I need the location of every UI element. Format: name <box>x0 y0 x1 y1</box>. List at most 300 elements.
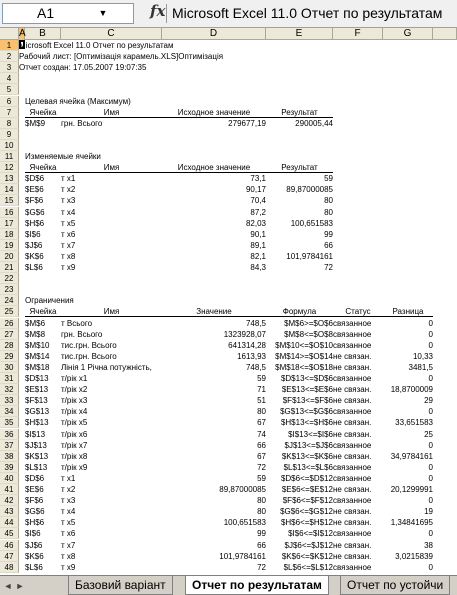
cell-b13[interactable]: $D$6 <box>25 174 45 184</box>
sheet-row <box>0 73 457 84</box>
cell-d29[interactable]: 1613,93 <box>237 351 266 361</box>
cell-c43[interactable]: т x4 <box>61 507 76 517</box>
row-header[interactable]: 47 <box>0 551 19 562</box>
row-header[interactable]: 33 <box>0 395 19 406</box>
cell-d40[interactable]: 59 <box>257 473 266 483</box>
cell-e48[interactable]: $L$6<=$L$12 <box>283 562 333 572</box>
cell-b48[interactable]: $L$6 <box>25 562 43 572</box>
cell-c19[interactable]: т x7 <box>61 240 76 250</box>
cell-d45[interactable]: 99 <box>257 529 266 539</box>
sheet-row <box>0 51 457 62</box>
cell-d35[interactable]: 67 <box>257 418 266 428</box>
tab-results-report[interactable]: Отчет по результатам <box>185 576 329 595</box>
cell-g38[interactable]: 34,9784161 <box>390 451 433 461</box>
cell-f36[interactable]: не связан. <box>333 429 372 439</box>
cell-f28[interactable]: связанное <box>333 340 372 350</box>
sheet-row <box>0 406 457 417</box>
formula-bar <box>0 0 457 28</box>
cell-b34[interactable]: $G$13 <box>25 407 50 417</box>
cell-b25[interactable]: Ячейка <box>25 306 61 317</box>
row-header[interactable]: 43 <box>0 506 19 517</box>
cell-e25[interactable]: Формула <box>266 306 333 317</box>
sheet-row <box>0 462 457 473</box>
row-header[interactable]: 35 <box>0 417 19 428</box>
cell-d46[interactable]: 66 <box>257 540 266 550</box>
row-header[interactable]: 9 <box>0 129 19 140</box>
row-header[interactable]: 13 <box>0 173 19 184</box>
cell-e37[interactable]: $J$13<=$J$6 <box>284 440 333 450</box>
cell-b47[interactable]: $K$6 <box>25 551 44 561</box>
row-header[interactable]: 42 <box>0 495 19 506</box>
column-headers <box>0 28 457 40</box>
cell-g25[interactable]: Разница <box>383 306 433 317</box>
cell-f30[interactable]: не связан. <box>333 362 372 372</box>
cell-e20[interactable]: 101,9784161 <box>286 251 333 261</box>
cell-d14[interactable]: 90,17 <box>245 185 266 195</box>
cell-b46[interactable]: $J$6 <box>25 540 43 550</box>
row-header[interactable]: 27 <box>0 329 19 340</box>
row-header[interactable]: 17 <box>0 218 19 229</box>
column-header-d[interactable]: D <box>162 28 266 40</box>
cell-b18[interactable]: $I$6 <box>25 229 41 239</box>
sheet-row <box>0 440 457 451</box>
sheet-row <box>0 473 457 484</box>
sheet-row <box>0 318 457 329</box>
cell-e42[interactable]: $F$6<=$F$12 <box>282 496 333 506</box>
cell-e47[interactable]: $K$6<=$K$12 <box>281 551 333 561</box>
cell-f27[interactable]: связанное <box>333 329 372 339</box>
row-header[interactable]: 32 <box>0 384 19 395</box>
cell-f42[interactable]: связанное <box>333 496 372 506</box>
cell-c47[interactable]: т x8 <box>61 551 76 561</box>
row-header[interactable]: 44 <box>0 517 19 528</box>
column-header-f[interactable]: F <box>333 28 383 40</box>
cell-b26[interactable]: $M$6 <box>25 318 46 328</box>
row-header[interactable]: 20 <box>0 251 19 262</box>
cell-e26[interactable]: $M$6>=$O$6 <box>284 318 333 328</box>
cell-c25[interactable]: Имя <box>61 306 162 317</box>
cell-d21[interactable]: 84,3 <box>250 263 266 272</box>
cell-d25[interactable]: Значение <box>162 306 266 317</box>
row-header[interactable]: 21 <box>0 262 19 273</box>
cell-c20[interactable]: т x8 <box>61 251 76 261</box>
cell-f34[interactable]: связанное <box>333 407 372 417</box>
cell-f25[interactable]: Статус <box>333 306 383 317</box>
cell-f45[interactable]: связанное <box>333 529 372 539</box>
cell-g35[interactable]: 33,651583 <box>395 418 433 428</box>
sheet-row <box>0 240 457 251</box>
cell-c33[interactable]: т/рік x3 <box>61 396 88 406</box>
cell-b44[interactable]: $H$6 <box>25 518 45 528</box>
sheet-row <box>0 417 457 428</box>
sheet-row <box>0 429 457 440</box>
cell-d28[interactable]: 641314,28 <box>228 340 266 350</box>
row-header[interactable]: 1 <box>0 40 19 51</box>
cell-e8[interactable]: 290005,44 <box>295 118 333 128</box>
row-header[interactable]: 37 <box>0 440 19 451</box>
cell-e15[interactable]: 80 <box>324 196 333 206</box>
cell-d48[interactable]: 72 <box>257 562 266 572</box>
cell-g27[interactable]: 0 <box>428 329 433 339</box>
cell-g36[interactable]: 25 <box>424 429 433 439</box>
cell-c18[interactable]: т x6 <box>61 229 76 239</box>
worksheet-grid[interactable] <box>0 40 457 575</box>
row-header[interactable]: 45 <box>0 528 19 539</box>
name-box[interactable]: A1 <box>2 3 134 24</box>
row-header[interactable]: 18 <box>0 229 19 240</box>
cell-g42[interactable]: 0 <box>428 496 433 506</box>
cell-c39[interactable]: т/рік x9 <box>61 462 88 472</box>
cell-f37[interactable]: связанное <box>333 440 372 450</box>
cell-d33[interactable]: 51 <box>257 396 266 406</box>
cell-e35[interactable]: $H$13<=$H$6 <box>280 418 333 428</box>
cell-g30[interactable]: 3481,5 <box>408 362 433 372</box>
cell-e41[interactable]: $E$6<=$E$12 <box>281 485 333 494</box>
cell-c37[interactable]: т/рік x7 <box>61 440 88 450</box>
cell-b33[interactable]: $F$13 <box>25 396 48 406</box>
cell-b6[interactable]: Целевая ячейка (Максимум) <box>25 96 131 106</box>
sheet-row <box>0 162 457 173</box>
cell-d26[interactable]: 748,5 <box>245 318 266 328</box>
cell-f40[interactable]: связанное <box>333 473 372 483</box>
cell-d31[interactable]: 59 <box>257 374 266 383</box>
row-header[interactable]: 4 <box>0 73 19 84</box>
sheet-row <box>0 373 457 384</box>
cell-b21[interactable]: $L$6 <box>25 263 43 272</box>
cell-d13[interactable]: 73,1 <box>250 174 266 184</box>
cell-d19[interactable]: 89,1 <box>250 240 266 250</box>
row-header[interactable]: 30 <box>0 362 19 373</box>
cell-g41[interactable]: 20,1299991 <box>390 485 433 494</box>
cell-b37[interactable]: $J$13 <box>25 440 47 450</box>
row-header[interactable]: 38 <box>0 451 19 462</box>
name-box-dropdown-icon[interactable]: ▼ <box>98 8 108 18</box>
cell-b16[interactable]: $G$6 <box>25 207 45 217</box>
cell-c38[interactable]: т/рік x8 <box>61 451 88 461</box>
cell-b20[interactable]: $K$6 <box>25 251 44 261</box>
cell-c32[interactable]: т/рік x2 <box>61 385 88 395</box>
row-header[interactable]: 12 <box>0 162 19 173</box>
cell-b17[interactable]: $H$6 <box>25 218 45 228</box>
sheet-row <box>0 151 457 162</box>
sheet-row <box>0 495 457 506</box>
cell-b31[interactable]: $D$13 <box>25 374 49 383</box>
cell-a1[interactable]: Microsoft Excel 11.0 Отчет по результатам <box>19 41 174 50</box>
cell-c14[interactable]: т x2 <box>61 185 76 195</box>
cell-d7[interactable]: Исходное значение <box>162 107 266 118</box>
cell-e21[interactable]: 72 <box>324 263 333 272</box>
cell-b11[interactable]: Изменяемые ячейки <box>25 152 101 161</box>
cell-g29[interactable]: 10,33 <box>412 351 433 361</box>
cell-b36[interactable]: $I$13 <box>25 429 46 439</box>
cell-e29[interactable]: $M$14>=$O$14 <box>275 351 333 361</box>
cell-d18[interactable]: 90,1 <box>250 229 266 239</box>
cell-c35[interactable]: т/рік x5 <box>61 418 88 428</box>
cell-d27[interactable]: 1323928,07 <box>223 329 266 339</box>
cell-c45[interactable]: т x6 <box>61 529 76 539</box>
cell-f46[interactable]: не связан. <box>333 540 372 550</box>
cell-e13[interactable]: 59 <box>324 174 333 184</box>
cell-d12[interactable]: Исходное значение <box>162 162 266 173</box>
row-header[interactable]: 14 <box>0 184 19 195</box>
row-header[interactable]: 2 <box>0 51 19 62</box>
cell-g43[interactable]: 19 <box>424 507 433 517</box>
insert-function-icon[interactable]: fx <box>150 2 166 20</box>
formula-input[interactable]: Microsoft Excel 11.0 Отчет по результатам <box>172 5 443 21</box>
cell-b27[interactable]: $M$8 <box>25 329 46 339</box>
cell-e31[interactable]: $D$13<=$D$6 <box>280 374 333 383</box>
row-header[interactable]: 29 <box>0 351 19 362</box>
sheet-row <box>0 273 457 284</box>
cell-e36[interactable]: $I$13<=$I$6 <box>288 429 333 439</box>
cell-b28[interactable]: $M$10 <box>25 340 50 350</box>
cell-g32[interactable]: 18,8700009 <box>390 385 433 395</box>
cell-b42[interactable]: $F$6 <box>25 496 44 506</box>
sheet-row <box>0 528 457 539</box>
cell-b35[interactable]: $H$13 <box>25 418 49 428</box>
column-header-g[interactable]: G <box>383 28 433 40</box>
tab-baseline-variant[interactable]: Базовий варіант <box>68 576 173 595</box>
row-header[interactable]: 34 <box>0 406 19 417</box>
row-header[interactable]: 22 <box>0 273 19 284</box>
cell-b38[interactable]: $K$13 <box>25 451 49 461</box>
row-header[interactable]: 5 <box>0 84 19 95</box>
cell-e32[interactable]: $E$13<=$E$6 <box>281 385 333 395</box>
cell-c34[interactable]: т/рік x4 <box>61 407 88 417</box>
sheet-row <box>0 284 457 295</box>
cell-f48[interactable]: связанное <box>333 562 372 572</box>
sheet-row <box>0 506 457 517</box>
cell-d32[interactable]: 71 <box>257 385 266 395</box>
row-header[interactable]: 16 <box>0 207 19 218</box>
cell-d43[interactable]: 80 <box>257 507 266 517</box>
cell-g48[interactable]: 0 <box>428 562 433 572</box>
row-header[interactable]: 23 <box>0 284 19 295</box>
row-header[interactable]: 36 <box>0 429 19 440</box>
cell-c28[interactable]: тис.грн. Всього <box>61 340 117 350</box>
cell-e7[interactable]: Результат <box>266 107 333 118</box>
cell-f43[interactable]: не связан. <box>333 507 372 517</box>
row-header[interactable]: 3 <box>0 62 19 73</box>
row-header[interactable]: 15 <box>0 195 19 206</box>
sheet-row <box>0 295 457 306</box>
cell-b30[interactable]: $M$18 <box>25 362 50 372</box>
cell-c46[interactable]: т x7 <box>61 540 76 550</box>
row-header[interactable]: 7 <box>0 107 19 118</box>
tab-scroll-right-icon[interactable]: ► <box>15 581 25 591</box>
row-header[interactable]: 6 <box>0 96 19 107</box>
cell-b24[interactable]: Ограничения <box>25 296 74 306</box>
cell-f26[interactable]: связанное <box>333 318 372 328</box>
cell-b45[interactable]: $I$6 <box>25 529 41 539</box>
sheet-row <box>0 218 457 229</box>
sheet-row <box>0 84 457 95</box>
cell-e45[interactable]: $I$6<=$I$12 <box>288 529 333 539</box>
cell-b14[interactable]: $E$6 <box>25 185 44 195</box>
row-header[interactable]: 26 <box>0 318 19 329</box>
sheet-row <box>0 96 457 107</box>
row-header[interactable]: 28 <box>0 340 19 351</box>
row-header[interactable]: 41 <box>0 484 19 495</box>
cell-c21[interactable]: т x9 <box>61 263 76 272</box>
cell-b19[interactable]: $J$6 <box>25 240 43 250</box>
cell-e27[interactable]: $M$8<=$O$8 <box>284 329 333 339</box>
cell-d44[interactable]: 100,651583 <box>223 518 266 528</box>
cell-f38[interactable]: не связан. <box>333 451 372 461</box>
cell-d47[interactable]: 101,9784161 <box>219 551 266 561</box>
sheet-row <box>0 173 457 184</box>
cell-e46[interactable]: $J$6<=$J$12 <box>284 540 333 550</box>
row-header[interactable]: 10 <box>0 140 19 151</box>
cell-e33[interactable]: $F$13<=$F$6 <box>282 396 333 406</box>
cell-f44[interactable]: не связан. <box>333 518 372 528</box>
cell-g45[interactable]: 0 <box>428 529 433 539</box>
cell-d15[interactable]: 70,4 <box>250 196 266 206</box>
sheet-row <box>0 40 457 51</box>
cell-d20[interactable]: 82,1 <box>250 251 266 261</box>
cell-c42[interactable]: т x3 <box>61 496 76 506</box>
tab-scroll-left-icon[interactable]: ◄ <box>3 581 13 591</box>
row-header[interactable]: 24 <box>0 295 19 306</box>
cell-c16[interactable]: т x4 <box>61 207 76 217</box>
cell-c40[interactable]: т x1 <box>61 473 76 483</box>
cell-b40[interactable]: $D$6 <box>25 473 45 483</box>
cell-d37[interactable]: 66 <box>257 440 266 450</box>
cell-e40[interactable]: $D$6<=$D$12 <box>280 473 333 483</box>
column-header-e[interactable]: E <box>266 28 333 40</box>
cell-c26[interactable]: т Всього <box>61 318 93 328</box>
row-header[interactable]: 31 <box>0 373 19 384</box>
cell-d42[interactable]: 80 <box>257 496 266 506</box>
cell-c12[interactable]: Имя <box>61 162 162 173</box>
cell-g44[interactable]: 1,34841695 <box>390 518 433 528</box>
sheet-row <box>0 395 457 406</box>
cell-c7[interactable]: Имя <box>61 107 162 118</box>
cell-c41[interactable]: т x2 <box>61 485 76 494</box>
cell-f41[interactable]: не связан. <box>333 485 372 494</box>
row-header[interactable]: 19 <box>0 240 19 251</box>
cell-e30[interactable]: $M$18<=$O$18 <box>275 362 333 372</box>
tab-sensitivity-report[interactable]: Отчет по устойчи <box>340 576 450 595</box>
cell-f33[interactable]: не связан. <box>333 396 372 406</box>
sheet-row <box>0 207 457 218</box>
cell-d41[interactable]: 89,87000085 <box>219 485 266 494</box>
cell-g47[interactable]: 3,0215839 <box>395 551 433 561</box>
cell-g34[interactable]: 0 <box>428 407 433 417</box>
cell-e17[interactable]: 100,651583 <box>290 218 333 228</box>
cell-e18[interactable]: 99 <box>324 229 333 239</box>
cell-c48[interactable]: т x9 <box>61 562 76 572</box>
cell-b41[interactable]: $E$6 <box>25 485 44 494</box>
column-header-b[interactable]: B <box>25 28 61 40</box>
row-header[interactable]: 48 <box>0 562 19 573</box>
cell-f35[interactable]: не связан. <box>333 418 372 428</box>
row-header[interactable]: 46 <box>0 540 19 551</box>
cell-e14[interactable]: 89,87000085 <box>286 185 333 195</box>
row-header[interactable]: 11 <box>0 151 19 162</box>
cell-f31[interactable]: связанное <box>333 374 372 383</box>
cell-f39[interactable]: связанное <box>333 462 372 472</box>
sheet-row <box>0 184 457 195</box>
cell-b7[interactable]: Ячейка <box>25 107 61 118</box>
cell-b39[interactable]: $L$13 <box>25 462 48 472</box>
cell-g37[interactable]: 0 <box>428 440 433 450</box>
cell-c44[interactable]: т x5 <box>61 518 76 528</box>
column-header-h[interactable] <box>433 28 457 40</box>
cell-c30[interactable]: Лінія 1 Річна потужність, <box>61 362 152 372</box>
cell-c8[interactable]: грн. Всього <box>61 118 103 128</box>
column-header-c[interactable]: C <box>61 28 162 40</box>
cell-b43[interactable]: $G$6 <box>25 507 45 517</box>
sheet-row <box>0 551 457 562</box>
cell-c27[interactable]: грн. Всього <box>61 329 103 339</box>
cell-e43[interactable]: $G$6<=$G$12 <box>280 507 333 517</box>
cell-b29[interactable]: $M$14 <box>25 351 50 361</box>
cell-b8[interactable]: $M$9 <box>25 118 46 128</box>
cell-e39[interactable]: $L$13<=$L$6 <box>283 462 333 472</box>
cell-e38[interactable]: $K$13<=$K$6 <box>281 451 333 461</box>
row-header[interactable]: 39 <box>0 462 19 473</box>
cell-a3[interactable]: Отчет создан: 17.05.2007 19:07:35 <box>19 63 147 73</box>
cell-d16[interactable]: 87,2 <box>250 207 266 217</box>
sheet-row <box>0 62 457 73</box>
cell-b12[interactable]: Ячейка <box>25 162 61 173</box>
cell-e44[interactable]: $H$6<=$H$12 <box>280 518 333 528</box>
cell-c15[interactable]: т x3 <box>61 196 76 206</box>
cell-c13[interactable]: т x1 <box>61 174 76 184</box>
cell-d39[interactable]: 72 <box>257 462 266 472</box>
cell-c17[interactable]: т x5 <box>61 218 76 228</box>
row-header[interactable]: 40 <box>0 473 19 484</box>
row-header[interactable]: 8 <box>0 118 19 129</box>
cell-a2[interactable]: Рабочий лист: [Оптимізація карамель.XLS]Оптимізація <box>19 52 224 62</box>
row-header[interactable]: 25 <box>0 306 19 317</box>
cell-f47[interactable]: не связан. <box>333 551 372 561</box>
cell-f32[interactable]: не связан. <box>333 385 372 395</box>
cell-c29[interactable]: тис.грн. Всього <box>61 351 117 361</box>
cell-c36[interactable]: т/рік x6 <box>61 429 88 439</box>
cell-e16[interactable]: 80 <box>324 207 333 217</box>
cell-d8[interactable]: 279677,19 <box>228 118 266 128</box>
cell-g33[interactable]: 29 <box>424 396 433 406</box>
cell-g40[interactable]: 0 <box>428 473 433 483</box>
cell-d30[interactable]: 748,5 <box>245 362 266 372</box>
sheet-row <box>0 107 457 118</box>
sheet-row <box>0 484 457 495</box>
cell-e19[interactable]: 66 <box>324 240 333 250</box>
cell-g46[interactable]: 38 <box>424 540 433 550</box>
cell-e28[interactable]: $M$10<=$O$10 <box>275 340 333 350</box>
cell-g39[interactable]: 0 <box>428 462 433 472</box>
cell-d36[interactable]: 74 <box>257 429 266 439</box>
cell-e12[interactable]: Результат <box>266 162 333 173</box>
select-all-corner[interactable] <box>0 28 19 40</box>
cell-e34[interactable]: $G$13<=$G$6 <box>280 407 333 417</box>
cell-g26[interactable]: 0 <box>428 318 433 328</box>
column-header-a[interactable]: A <box>19 28 26 39</box>
cell-g31[interactable]: 0 <box>428 374 433 383</box>
cell-b15[interactable]: $F$6 <box>25 196 44 206</box>
cell-d38[interactable]: 67 <box>257 451 266 461</box>
cell-c31[interactable]: т/рік x1 <box>61 374 88 383</box>
cell-f29[interactable]: не связан. <box>333 351 372 361</box>
sheet-row <box>0 562 457 573</box>
cell-d17[interactable]: 82,03 <box>245 218 266 228</box>
cell-g28[interactable]: 0 <box>428 340 433 350</box>
sheet-row <box>0 384 457 395</box>
cell-b32[interactable]: $E$13 <box>25 385 49 395</box>
cell-d34[interactable]: 80 <box>257 407 266 417</box>
